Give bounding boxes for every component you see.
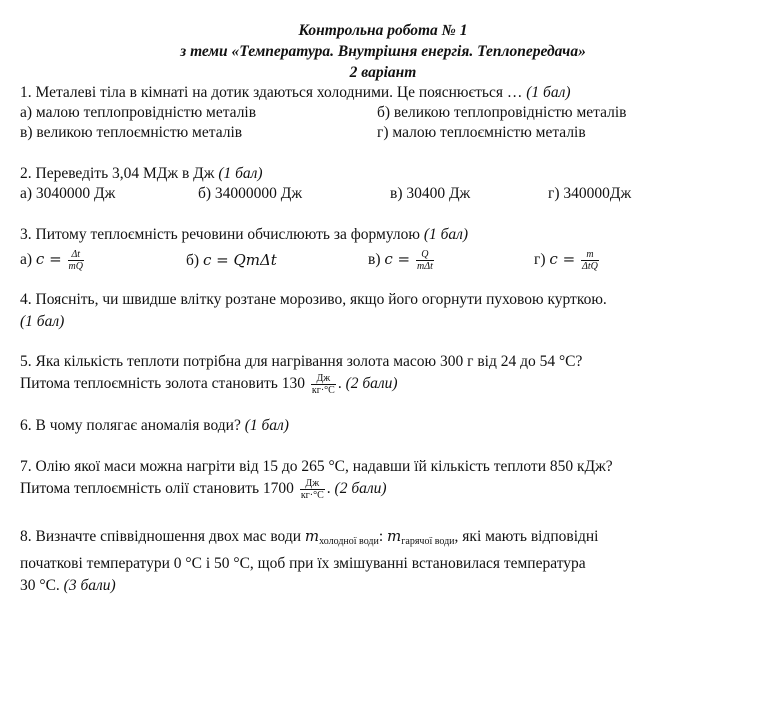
q3-text: 3. Питому теплоємність речовини обчислюють за формулою xyxy=(20,226,424,243)
q4-points: (1 бал) xyxy=(20,313,65,330)
question-3 xyxy=(20,225,746,275)
q6-text: 6. В чому полягає аномалія води? xyxy=(20,417,245,434)
q7-text: 7. Олію якої маси можна нагріти від 15 до 265 °С, надавши їй кількість теплоти 850 кДж? xyxy=(20,458,613,475)
q8-text-line1: 8. Визначте співвідношення двох мас води $m_{холодної води}$: $m_{гарячої води}$, які мають відповідні xyxy=(20,527,599,547)
q2-option-b: б) 34000000 Дж xyxy=(198,185,303,202)
q8-text-line2: початкові температури 0 °С і 50 °С, щоб при їх змішуванні встановилася температура xyxy=(20,555,586,572)
q8-text-line3: 30 °С. xyxy=(20,577,64,594)
q3-option-a: а) c = $\frac{\Delta t}{mQ}$ xyxy=(20,248,83,272)
q5-text: 5. Яка кількість теплоти потрібна для нагрівання золота масою 300 г від 24 до 54 °С? xyxy=(20,353,583,370)
q7-text-line2: Питома теплоємність олії становить 1700 $\frac{Дж}{кг\cdot^\circ С}$ . (2 бали) xyxy=(20,478,387,501)
question-8 xyxy=(20,525,746,597)
q3-g-fraction: $\frac{m}{\text{ΔtQ}}$ xyxy=(582,248,598,272)
q2-option-a: а) 3040000 Дж xyxy=(20,185,116,202)
question-2 xyxy=(20,164,746,204)
q1-text: 1. Металеві тіла в кімнаті на дотик здаються холодними. Це пояснюється … xyxy=(20,84,527,101)
q5-unit-fraction: $\frac{Дж}{кг\cdot^\circ С}$ xyxy=(311,373,335,396)
q3-points: (1 бал) xyxy=(423,226,469,243)
question-4 xyxy=(20,289,746,333)
q1-option-a: а) малою теплопровідністю металів xyxy=(20,104,257,121)
q1-option-v: в) великою теплоємністю металів xyxy=(20,124,243,141)
q8-m-cold: $m_{холодної води}$ xyxy=(304,527,379,547)
q3-a-fraction: $\frac{\Delta t}{mQ}$ xyxy=(68,248,83,272)
q2-option-g: г) 340000Дж xyxy=(548,185,632,202)
q7-unit-fraction: $\frac{Дж}{кг\cdot^\circ С}$ xyxy=(300,478,324,501)
variant-line: 2 варіант xyxy=(349,64,417,81)
q3-option-g: г) c = $\frac{m}{\text{ΔtQ}}$ xyxy=(534,248,598,272)
q6-points: (1 бал) xyxy=(244,417,289,434)
q5-points: (2 бали) xyxy=(345,375,398,393)
q8-points: (3 бали) xyxy=(63,577,116,594)
q1-points: (1 бал) xyxy=(526,84,571,101)
q2-text: 2. Переведіть 3,04 МДж в Дж xyxy=(20,165,219,182)
q3-option-v: в) c = $\frac{Q}{\text{mΔt}}$ xyxy=(368,248,433,272)
q2-points: (1 бал) xyxy=(218,165,263,182)
question-6 xyxy=(20,416,746,436)
q7-points: (2 бали) xyxy=(334,480,387,498)
document-page xyxy=(20,20,746,597)
q8-m-hot: $m_{гарячої води}$ xyxy=(387,527,455,547)
q1-option-g: г) малою теплоємністю металів xyxy=(377,124,586,141)
q4-text: 4. Поясніть, чи швидше влітку розтане морозиво, якщо його огорнути пуховою курткою. xyxy=(20,291,607,308)
q1-option-b: б) великою теплопровідністю металів xyxy=(377,104,627,121)
q5-text-line2: Питома теплоємність золота становить 130 $\frac{Дж}{кг\cdot^\circ С}$ . (2 бали) xyxy=(20,373,398,396)
q3-option-b: б) c = QmΔt xyxy=(186,250,277,269)
question-7 xyxy=(20,456,746,501)
q3-v-fraction: $\frac{Q}{\text{mΔt}}$ xyxy=(416,248,433,272)
topic-line: з теми «Температура. Внутрішня енергія. Теплопередача» xyxy=(180,43,586,60)
header xyxy=(20,20,746,83)
question-5 xyxy=(20,351,746,396)
title-line: Контрольна робота № 1 xyxy=(298,22,468,39)
question-1 xyxy=(20,83,746,143)
q2-option-v: в) 30400 Дж xyxy=(390,185,471,202)
